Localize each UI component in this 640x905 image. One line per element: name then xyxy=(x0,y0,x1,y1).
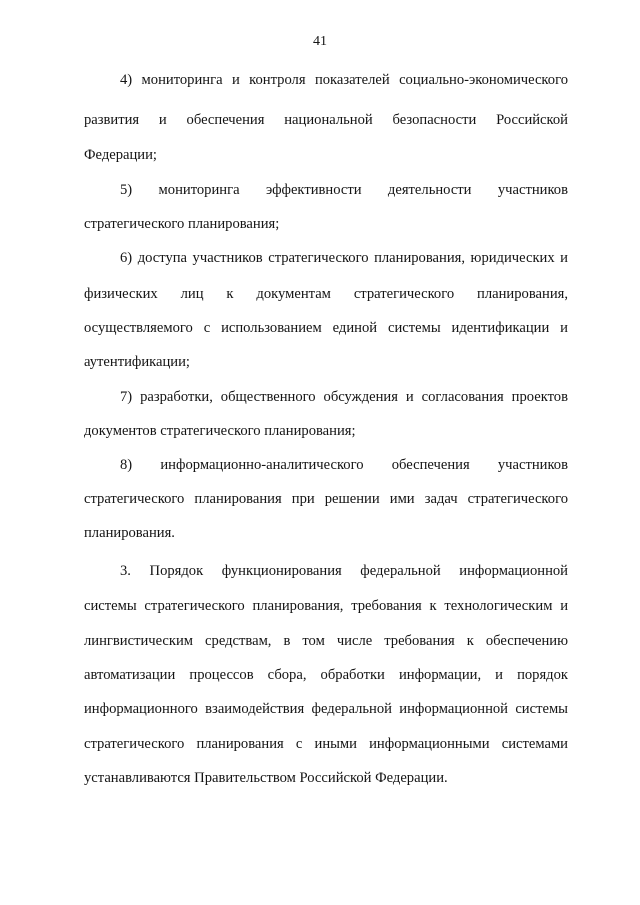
text-line: информационного взаимодействия федеральной информационной системы xyxy=(84,701,568,717)
text-line: осуществляемого с использованием единой системы идентификации и xyxy=(84,320,568,336)
text-line: документов стратегического планирования; xyxy=(84,423,356,439)
text-line: стратегического планирования с иными информационными системами xyxy=(84,736,568,752)
text-line: аутентификации; xyxy=(84,354,190,370)
text-line: 8) информационно-аналитического обеспечения участников xyxy=(120,457,568,473)
text-line: 3. Порядок функционирования федеральной информационной xyxy=(120,563,568,579)
text-line: 6) доступа участников стратегического планирования, юридических и xyxy=(120,250,568,266)
text-line: 4) мониторинга и контроля показателей социально-экономического xyxy=(120,72,568,88)
text-line: 5) мониторинга эффективности деятельности участников xyxy=(120,182,568,198)
text-line: устанавливаются Правительством Российской Федерации. xyxy=(84,770,448,786)
text-line: развития и обеспечения национальной безопасности Российской xyxy=(84,112,568,128)
text-line: лингвистическим средствам, в том числе требования к обеспечению xyxy=(84,633,568,649)
text-line: стратегического планирования при решении ими задач стратегического xyxy=(84,491,568,507)
page-number: 41 xyxy=(313,34,327,49)
text-line: системы стратегического планирования, требования к технологическим и xyxy=(84,598,568,614)
text-line: планирования. xyxy=(84,525,175,541)
text-line: Федерации; xyxy=(84,147,157,163)
text-line: стратегического планирования; xyxy=(84,216,280,232)
text-line: физических лиц к документам стратегического планирования, xyxy=(84,286,568,302)
text-line: 7) разработки, общественного обсуждения и согласования проектов xyxy=(120,389,568,405)
text-line: автоматизации процессов сбора, обработки информации, и порядок xyxy=(84,667,568,683)
